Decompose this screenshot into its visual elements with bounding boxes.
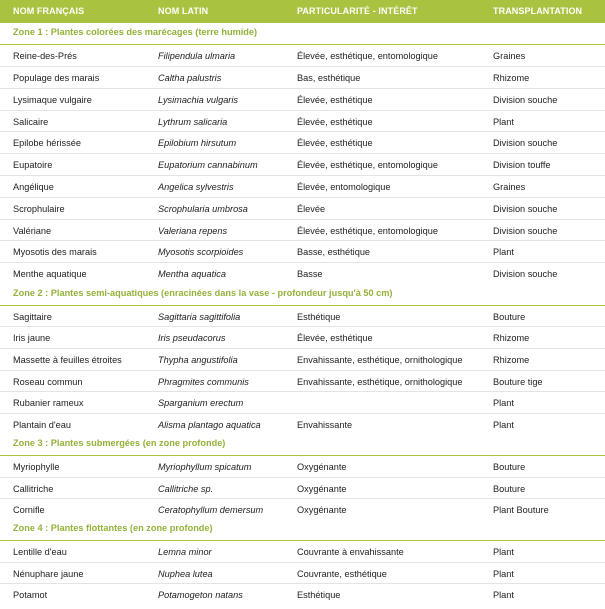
cell-transplantation: Plant — [493, 247, 514, 258]
cell-transplantation: Bouture — [493, 311, 526, 322]
cell-nom-latin: Epilobium hirsutum — [158, 138, 237, 149]
cell-nom-latin: Caltha palustris — [158, 72, 222, 83]
cell-transplantation: Rhizome — [493, 333, 530, 344]
cell-nom-latin: Lythrum salicaria — [158, 116, 228, 127]
table-header — [0, 0, 605, 23]
cell-nom-latin: Mentha aquatica — [158, 269, 226, 280]
cell-nom-latin: Potamogeton natans — [158, 590, 243, 601]
cell-nom-latin: Myriophyllum spicatum — [158, 462, 252, 473]
cell-transplantation: Bouture — [493, 483, 526, 494]
table-row — [0, 241, 605, 263]
cell-nom-francais: Valériane — [13, 225, 52, 236]
cell-nom-francais: Nénuphare jaune — [13, 568, 84, 579]
table-row — [0, 220, 605, 242]
cell-nom-latin: Sagittaria sagittifolia — [158, 311, 241, 322]
cell-nom-latin: Valeriana repens — [158, 225, 228, 236]
cell-nom-latin: Eupatorium cannabinum — [158, 160, 258, 171]
cell-nom-francais: Scrophulaire — [13, 203, 65, 214]
table-row — [0, 563, 605, 585]
cell-transplantation: Division souche — [493, 138, 558, 149]
cell-transplantation: Plant — [493, 116, 514, 127]
table-row — [0, 541, 605, 563]
cell-nom-latin: Sparganium erectum — [158, 398, 244, 409]
table-row — [0, 392, 605, 414]
cell-nom-francais: Myriophylle — [13, 462, 60, 473]
cell-nom-francais: Eupatoire — [13, 160, 53, 171]
cell-particularite: Élevée, esthétique — [297, 138, 373, 149]
cell-nom-francais: Cornifle — [13, 504, 45, 515]
zone-title-text: Zone 4 : Plantes flottantes (en zone profonde) — [13, 522, 213, 533]
cell-nom-latin: Scrophularia umbrosa — [158, 203, 248, 214]
cell-nom-francais: Lysimaque vulgaire — [13, 94, 92, 105]
cell-nom-latin: Nuphea lutea — [158, 568, 213, 579]
cell-nom-francais: Epilobe hérissée — [13, 138, 81, 149]
table-row — [0, 89, 605, 111]
cell-transplantation: Plant — [493, 546, 514, 557]
table-body — [0, 23, 605, 605]
header-nom-francais: NOM FRANÇAIS — [13, 6, 85, 16]
table-row — [0, 456, 605, 477]
table-row — [0, 198, 605, 220]
cell-nom-francais: Massette à feuilles étroites — [13, 354, 122, 365]
table-row — [0, 132, 605, 154]
zone-title-text: Zone 3 : Plantes submergées (en zone profonde) — [13, 438, 226, 449]
cell-nom-francais: Reine-des-Prés — [13, 51, 77, 62]
cell-transplantation: Graines — [493, 51, 526, 62]
cell-particularite: Élevée — [297, 203, 326, 214]
zone-title-text: Zone 2 : Plantes semi-aquatiques (enracinées dans la vase - profondeur jusqu'à 50 cm) — [13, 287, 393, 298]
cell-nom-latin: Callitriche sp. — [158, 483, 214, 494]
table-row — [0, 306, 605, 328]
cell-particularite: Basse — [297, 269, 323, 280]
cell-particularite: Esthétique — [297, 311, 341, 322]
cell-transplantation: Rhizome — [493, 354, 530, 365]
cell-nom-francais: Lentille d'eau — [13, 546, 67, 557]
cell-nom-latin: Ceratophyllum demersum — [158, 504, 264, 515]
cell-nom-francais: Sagittaire — [13, 311, 52, 322]
cell-particularite: Couvrante, esthétique — [297, 568, 387, 579]
cell-nom-francais: Plantain d'eau — [13, 419, 71, 430]
cell-transplantation: Plant — [493, 419, 514, 430]
cell-nom-latin: Thypha angustifolia — [158, 354, 238, 365]
cell-particularite: Envahissante — [297, 419, 353, 430]
table-row — [0, 371, 605, 393]
zone-title-text: Zone 1 : Plantes colorées des marécages (terre humide) — [13, 27, 258, 37]
table-row — [0, 263, 605, 284]
header-transplantation: TRANSPLANTATION — [493, 6, 583, 16]
zone-title — [0, 284, 605, 306]
cell-particularite: Oxygénante — [297, 483, 347, 494]
cell-transplantation: Bouture tige — [493, 376, 543, 387]
cell-particularite: Envahissante, esthétique, ornithologique — [297, 354, 463, 365]
cell-transplantation: Division souche — [493, 269, 558, 280]
cell-particularite: Élevée, esthétique, entomologique — [297, 225, 438, 236]
table-row — [0, 111, 605, 133]
cell-transplantation: Division souche — [493, 94, 558, 105]
cell-particularite: Élevée, esthétique — [297, 94, 373, 105]
table-row — [0, 414, 605, 435]
cell-particularite: Élevée, esthétique — [297, 116, 373, 127]
cell-transplantation: Division touffe — [493, 160, 551, 171]
cell-particularite: Oxygénante — [297, 504, 347, 515]
cell-particularite: Élevée, entomologique — [297, 181, 391, 192]
cell-nom-latin: Angelica sylvestris — [158, 181, 234, 192]
table-row — [0, 67, 605, 89]
cell-nom-latin: Myosotis scorpioides — [158, 247, 244, 258]
cell-particularite: Élevée, esthétique — [297, 333, 373, 344]
cell-nom-latin: Lysimachia vulgaris — [158, 94, 239, 105]
table-row — [0, 499, 605, 519]
header-nom-latin: NOM LATIN — [158, 6, 209, 16]
cell-nom-latin: Phragmites communis — [158, 376, 249, 387]
table-row — [0, 176, 605, 198]
cell-nom-francais: Iris jaune — [13, 333, 51, 344]
table-row — [0, 478, 605, 499]
cell-nom-francais: Angélique — [13, 181, 54, 192]
cell-nom-francais: Populage des marais — [13, 72, 100, 83]
cell-transplantation: Bouture — [493, 462, 526, 473]
table-row — [0, 45, 605, 67]
cell-transplantation: Division souche — [493, 203, 558, 214]
cell-particularite: Oxygénante — [297, 462, 347, 473]
cell-nom-latin: Iris pseudacorus — [158, 333, 226, 344]
header-particularite: PARTICULARITÉ - INTÉRÊT — [297, 6, 418, 16]
cell-transplantation: Plant — [493, 590, 514, 601]
cell-transplantation: Division souche — [493, 225, 558, 236]
cell-nom-francais: Salicaire — [13, 116, 49, 127]
zone-title — [0, 23, 605, 45]
cell-particularite: Esthétique — [297, 590, 341, 601]
cell-nom-francais: Menthe aquatique — [13, 269, 87, 280]
cell-transplantation: Plant — [493, 398, 514, 409]
cell-particularite: Basse, esthétique — [297, 247, 371, 258]
cell-nom-francais: Roseau commun — [13, 376, 83, 387]
cell-nom-latin: Filipendula ulmaria — [158, 51, 236, 62]
cell-nom-francais: Rubanier rameux — [13, 398, 84, 409]
cell-transplantation: Graines — [493, 181, 526, 192]
cell-particularite: Bas, esthétique — [297, 72, 361, 83]
cell-transplantation: Rhizome — [493, 72, 530, 83]
cell-nom-francais: Myosotis des marais — [13, 247, 97, 258]
cell-transplantation: Plant — [493, 568, 514, 579]
cell-particularite: Envahissante, esthétique, ornithologique — [297, 376, 463, 387]
zone-title — [0, 434, 605, 456]
cell-transplantation: Plant Bouture — [493, 504, 549, 515]
cell-nom-latin: Lemna minor — [158, 546, 212, 557]
cell-particularite: Couvrante à envahissante — [297, 546, 404, 557]
cell-nom-francais: Potamot — [13, 590, 48, 601]
table-row — [0, 327, 605, 349]
cell-nom-francais: Callitriche — [13, 483, 54, 494]
table-row — [0, 349, 605, 371]
cell-particularite: Élevée, esthétique, entomologique — [297, 51, 438, 62]
table-row — [0, 584, 605, 605]
cell-particularite: Élevée, esthétique, entomologique — [297, 160, 438, 171]
zone-title — [0, 519, 605, 541]
table-row — [0, 154, 605, 176]
cell-nom-latin: Alisma plantago aquatica — [158, 419, 261, 430]
